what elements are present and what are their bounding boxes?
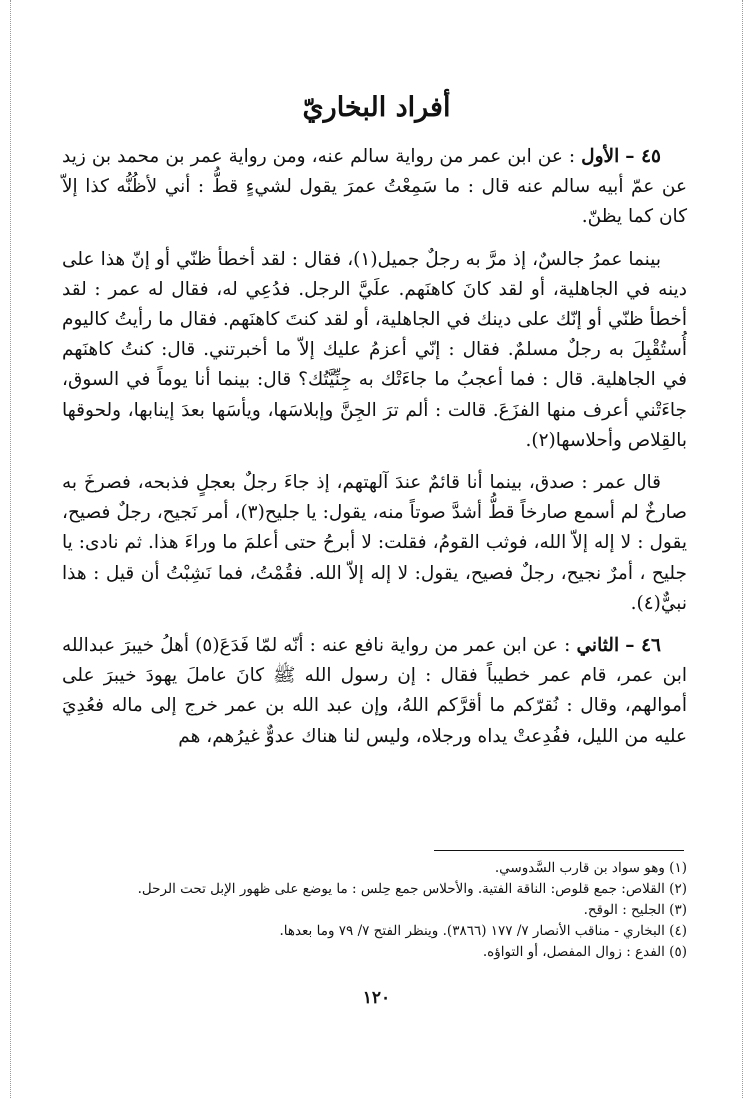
hadith-keyword: الأول <box>581 146 620 167</box>
footnote: (٢) القلاص: جمع قلوص: الناقة الفتية. والأحلاس جمع حِلس : ما يوضع على ظهور الإبل تحت الرحل. <box>137 881 687 897</box>
hadith-45-continuation: قال عمر : صدق، بينما أنا قائمٌ عندَ آلهتهم، إذ جاءَ رجلٌ بعجلٍ فذبحه، فصرخَ به صارخٌ لم أسمع صارخاً قطُّ أشدَّ صوتاً منه، يقول: يا جليح(٣)، أمر نَجيح، رجلٌ فصيح، يقول : لا إله إلاّ الله، فوثب القومُ، فقلت: لا أبرحُ حتى أعلمَ ما وراءَ هذا. ثم نادى: يا جليح ، أمرٌ نجيح، رجلٌ فصيح، يقول: لا إله إلاّ الله. فقُمْتُ، فما نَشِبْتُ أن قيل : هذا نبيٌّ(٤). <box>62 472 687 614</box>
hadith-text: : عن ابن عمر من رواية نافع عنه : أنّه لمّا فَدَعَ(٥) أهلُ خيبرَ عبدالله ابن عمر، قام عمر خطيباً فقال : إن رسول الله ﷺ كانَ عاملَ يهودَ خيبرَ على أموالهم، وقال : نُقرّكم ما أقرَّكم اللهُ، وإن عبد الله بن عمر خرج إلى ماله فعُدِيَ عليه من الليل، ففُدِعتْ يداه ورجلاه، وليس لنا هناك عدوٌّ غيرُهم، هم <box>62 635 687 747</box>
hadith-keyword: الثاني <box>576 635 620 657</box>
hadith-number: ٤٥ – <box>625 146 661 167</box>
footnote: (١) وهو سواد بن قارب السَّدوسي. <box>494 860 687 876</box>
page-edge-dotted-line <box>742 0 743 1098</box>
hadith-45-intro <box>62 142 687 233</box>
footnotes <box>62 858 687 963</box>
hadith-text: : عن ابن عمر من رواية سالم عنه، ومن رواية عمر بن محمد بن زيد عن عمّ أبيه سالم عنه قال : ما سَمِعْتُ عمرَ يقول لشيءٍ قطُّ : أني لأظُنُّه كذا إلاّ كان كما يظنّ. <box>62 146 687 228</box>
hadith-number: ٤٦ – <box>625 635 661 657</box>
page-edge-dotted-line <box>10 0 11 1098</box>
footnote: (٣) الجليح : الوقح. <box>583 902 687 918</box>
hadith-45-story: بينما عمرُ جالسٌ، إذ مرَّ به رجلٌ جميل(١)، فقال : لقد أخطأ ظنّي أو إنّ هذا على دينه في الجاهلية، أو لقد كانَ كاهنَهم. علَيَّ الرجل. فدُعِي له، فقال له عمر : لقد أخطأ ظنّي أو إنّك على دينك في الجاهلية، أو لقد كنتَ كاهنَهم. فقال ما رأيتُ كاليوم أُستُقْبِلَ به رجلٌ مسلمٌ. فقال : إنّي أعزمُ عليك إلاّ ما أخبرتني. قال: كنتُ كاهنَهم في الجاهلية. قال : فما أعجبُ ما جاءَتْك به جِنِّيَّتُك؟ قال: بينما أنا يوماً في السوق، جاءَتْني أعرف منها الفزَعَ. قالت : ألم ترَ الجِنَّ وإبلاسَها، ويأسَها بعدَ إينابها، ولحوقها بالقِلاص وأحلاسها(٢). <box>62 248 687 451</box>
footnote: (٥) الفدع : زوال المفصل، أو التواؤه. <box>482 944 687 960</box>
hadith-46 <box>62 631 687 752</box>
page-number: ١٢٠ <box>362 988 391 1008</box>
page-title: أفراد البخاريّ <box>302 92 451 123</box>
footnote-separator <box>434 850 684 851</box>
footnote: (٤) البخاري - مناقب الأنصار ٧/ ١٧٧ (٣٨٦٦). وينظر الفتح ٧/ ٧٩ وما بعدها. <box>279 923 687 939</box>
main-text <box>62 142 687 752</box>
